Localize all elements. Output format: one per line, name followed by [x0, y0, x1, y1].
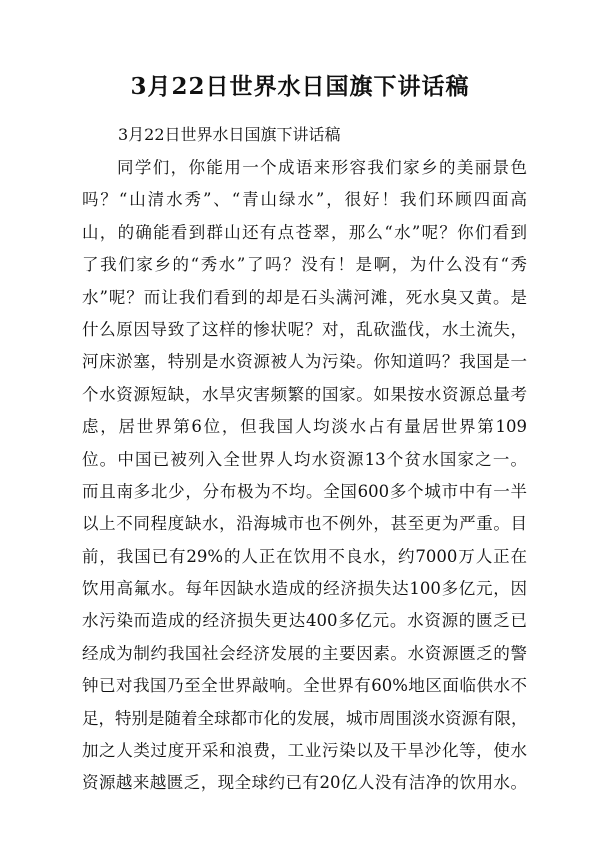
body-paragraph: [82, 152, 527, 800]
text-line: 资源越来越匮乏，现全球约已有20亿人没有洁净的饮用水。: [82, 773, 527, 793]
text-line: 钟已对我国乃至全世界敲响。全世界有60%地区面临供水不: [82, 676, 527, 696]
text-line: 加之人类过度开采和浪费，工业污染以及干旱沙化等，使水: [82, 741, 527, 761]
text-line: 个水资源短缺，水旱灾害频繁的国家。如果按水资源总量考: [82, 384, 527, 404]
text-line: 以上不同程度缺水，沿海城市也不例外，甚至更为严重。目: [82, 514, 527, 534]
text-line: 水污染而造成的经济损失更达400多亿元。水资源的匮乏已: [82, 611, 527, 631]
text-line: 了我们家乡的“秀水”了吗？没有！是啊，为什么没有“秀: [82, 255, 527, 275]
text-line: 而且南多北少，分布极为不均。全国600多个城市中有一半: [82, 481, 527, 501]
text-line: 什么原因导致了这样的惨状呢？对，乱砍滥伐，水土流失，: [82, 319, 527, 339]
text-line: 同学们，你能用一个成语来形容我们家乡的美丽景色: [117, 158, 527, 177]
text-line: 吗？“山清水秀”、“青山绿水”，很好！我们环顾四面高: [82, 190, 527, 210]
text-line: 经成为制约我国社会经济发展的主要因素。水资源匮乏的警: [82, 643, 527, 663]
text-line: 虑，居世界第6位，但我国人均淡水占有量居世界第109: [82, 417, 527, 437]
text-line: 前，我国已有29%的人正在饮用不良水，约7000万人正在: [82, 546, 527, 566]
text-line: 位。中国已被列入全世界人均水资源13个贫水国家之一。: [82, 449, 527, 469]
text-line: 足，特别是随着全球都市化的发展，城市周围淡水资源有限，: [82, 708, 528, 728]
text-line: 水”呢？而让我们看到的却是石头满河滩，死水臭又黄。是: [82, 287, 527, 307]
text-line: 饮用高氟水。每年因缺水造成的经济损失达100多亿元，因: [82, 579, 527, 599]
text-line: 山，的确能看到群山还有点苍翠，那么“水”呢？你们看到: [82, 222, 527, 242]
text-line: 河床淤塞，特别是水资源被人为污染。你知道吗？我国是一: [82, 352, 527, 372]
page-title: 3月22日世界水日国旗下讲话稿: [130, 73, 470, 100]
document-subtitle: 3月22日世界水日国旗下讲话稿: [118, 125, 341, 144]
